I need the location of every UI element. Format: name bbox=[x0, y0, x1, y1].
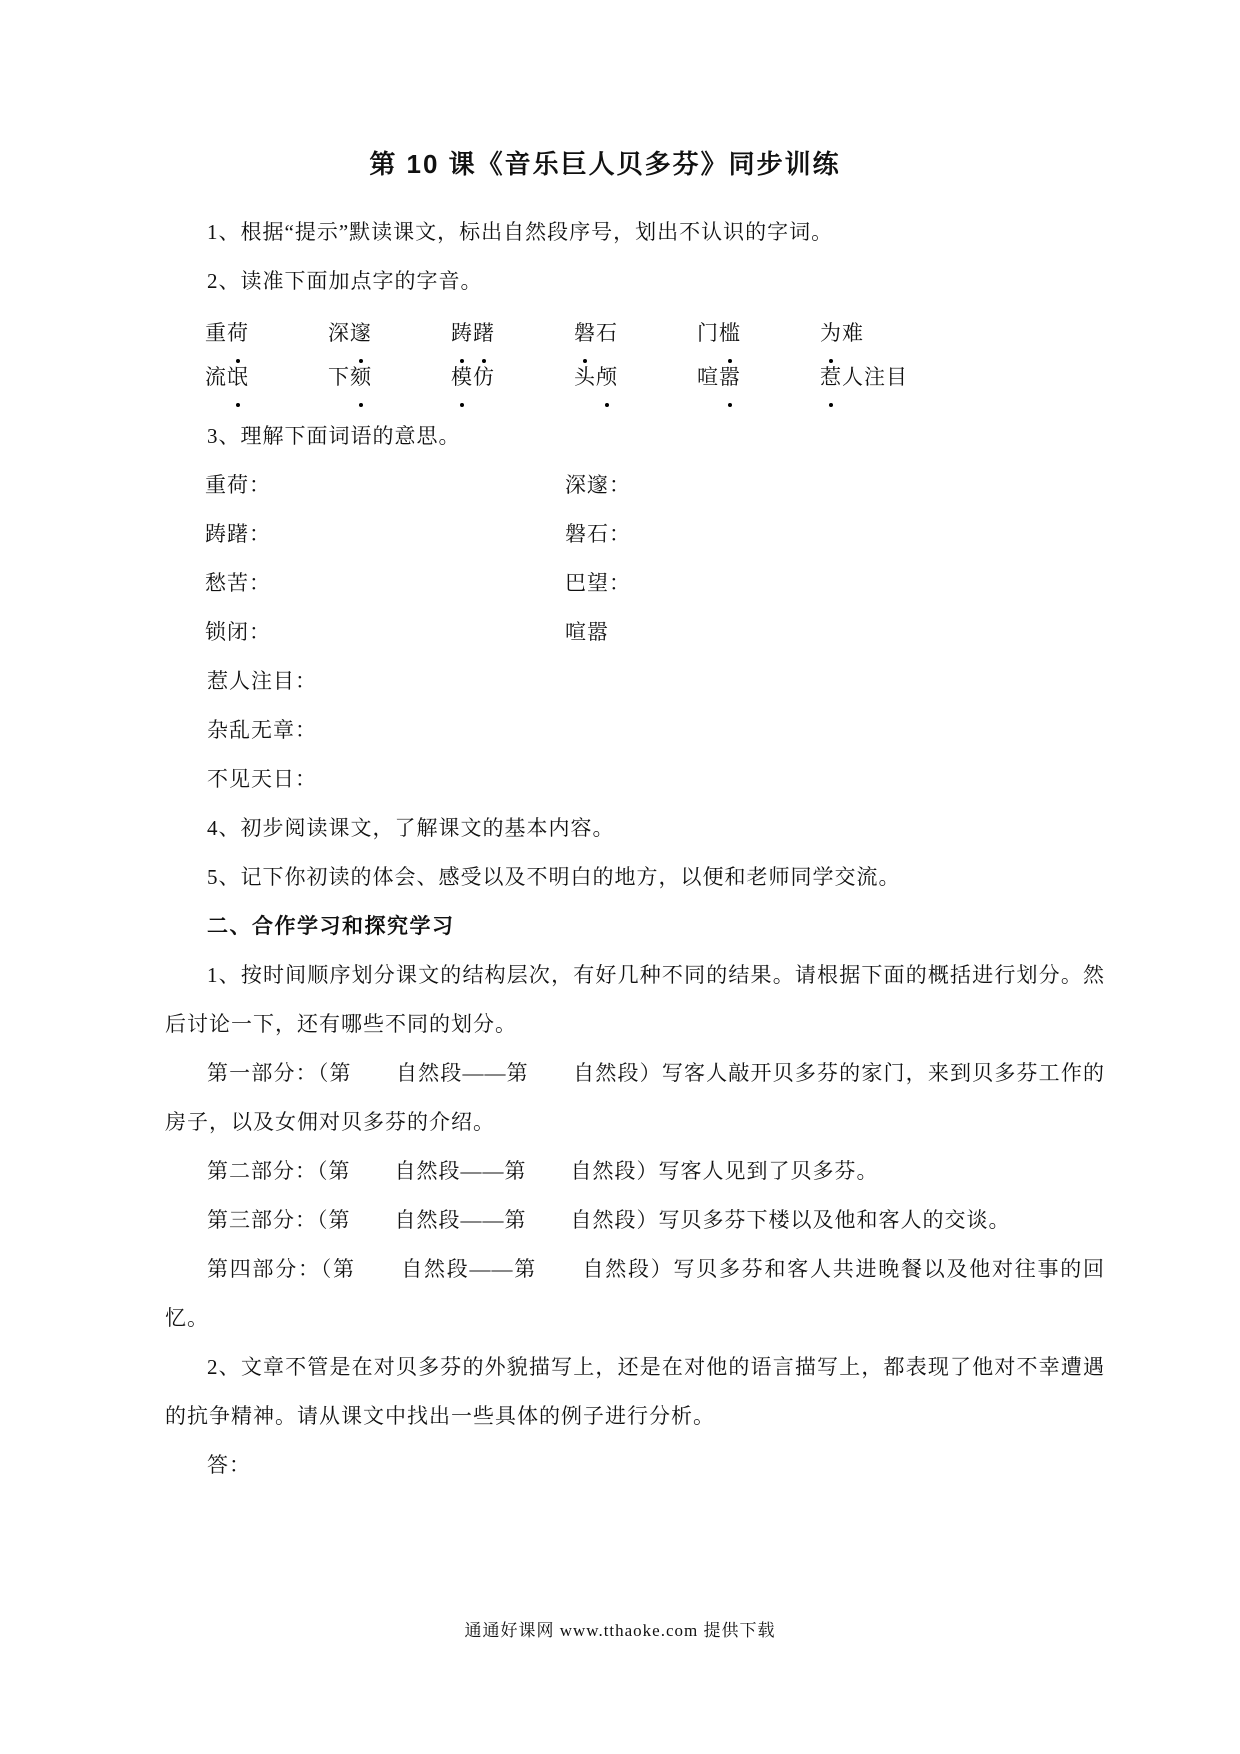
part-2: 第二部分：（第 自然段——第 自然段）写客人见到了贝多芬。 bbox=[207, 1159, 879, 1183]
instruction-2: 2、读准下面加点字的字音。 bbox=[207, 269, 483, 293]
vocab-char: 磐 bbox=[574, 311, 596, 355]
vocab-char: 深 bbox=[328, 321, 350, 345]
vocab-word bbox=[574, 355, 697, 399]
vocab-word bbox=[205, 355, 328, 399]
instruction-4: 4、初步阅读课文，了解课文的基本内容。 bbox=[207, 816, 615, 840]
vocab-char: 仿 bbox=[473, 365, 495, 389]
definition-term: 杂乱无章： bbox=[207, 718, 317, 742]
definition-term: 重荷： bbox=[205, 473, 271, 497]
vocab-char: 邃 bbox=[350, 311, 372, 355]
vocab-word bbox=[697, 355, 820, 399]
vocab-char: 下 bbox=[328, 365, 350, 389]
definition-term: 巴望： bbox=[565, 571, 631, 595]
definition-term: 锁闭： bbox=[205, 620, 271, 644]
definition-pairs bbox=[165, 461, 1105, 657]
definition-term: 深邃： bbox=[565, 473, 631, 497]
vocab-word bbox=[205, 311, 328, 355]
vocab-char: 颏 bbox=[350, 355, 372, 399]
task-1: 1、按时间顺序划分课文的结构层次，有好几种不同的结果。请根据下面的概括进行划分。然后讨论一下，还有哪些不同的划分。 bbox=[165, 963, 1105, 1036]
definition-term: 愁苦： bbox=[205, 571, 271, 595]
part-4: 第四部分：（第 自然段——第 自然段）写贝多芬和客人共进晚餐以及他对往事的回忆。 bbox=[165, 1257, 1105, 1330]
word-row bbox=[205, 311, 1105, 355]
page-footer: 通通好课网 www.tthaoke.com 提供下载 bbox=[464, 1621, 776, 1640]
vocab-char: 模 bbox=[451, 355, 473, 399]
definition-row bbox=[165, 461, 1105, 510]
vocab-word bbox=[451, 355, 574, 399]
vocab-char: 注 bbox=[864, 365, 886, 389]
vocab-char: 重 bbox=[205, 321, 227, 345]
vocab-char: 躇 bbox=[473, 311, 495, 355]
vocab-char: 头 bbox=[574, 365, 596, 389]
vocab-word bbox=[574, 311, 697, 355]
vocab-word bbox=[328, 311, 451, 355]
vocab-word bbox=[451, 311, 574, 355]
definition-term: 踌躇： bbox=[205, 522, 271, 546]
answer-label: 答： bbox=[207, 1453, 251, 1477]
vocab-char: 荷 bbox=[227, 311, 249, 355]
instruction-5: 5、记下你初读的体会、感受以及不明白的地方，以便和老师同学交流。 bbox=[207, 865, 901, 889]
vocab-word bbox=[820, 355, 908, 399]
definition-row bbox=[165, 608, 1105, 657]
section-heading: 二、合作学习和探究学习 bbox=[207, 915, 455, 938]
vocab-word bbox=[820, 311, 864, 355]
vocab-char: 人 bbox=[842, 365, 864, 389]
vocab-word bbox=[697, 311, 820, 355]
part-3: 第三部分：（第 自然段——第 自然段）写贝多芬下楼以及他和客人的交谈。 bbox=[207, 1208, 1011, 1232]
vocab-char: 门 bbox=[697, 321, 719, 345]
part-1: 第一部分：（第 自然段——第 自然段）写客人敲开贝多芬的家门，来到贝多芬工作的房子，以及女佣对贝多芬的介绍。 bbox=[165, 1061, 1105, 1134]
task-2: 2、文章不管是在对贝多芬的外貌描写上，还是在对他的语言描写上，都表现了他对不幸遭遇的抗争精神。请从课文中找出一些具体的例子进行分析。 bbox=[165, 1355, 1105, 1428]
instruction-3: 3、理解下面词语的意思。 bbox=[207, 424, 461, 448]
definition-term: 惹人注目： bbox=[207, 669, 317, 693]
vocab-char: 颅 bbox=[596, 355, 618, 399]
definition-term: 喧嚣 bbox=[565, 620, 609, 644]
vocab-char: 踌 bbox=[451, 311, 473, 355]
vocab-char: 石 bbox=[596, 321, 618, 345]
pinyin-word-list bbox=[165, 311, 1105, 399]
definition-term: 不见天日： bbox=[207, 767, 317, 791]
definition-row bbox=[165, 510, 1105, 559]
page-title: 第 10 课《音乐巨人贝多芬》同步训练 bbox=[369, 149, 841, 179]
definition-full-list bbox=[165, 657, 1105, 804]
vocab-char: 为 bbox=[820, 311, 842, 355]
vocab-char: 喧 bbox=[697, 365, 719, 389]
vocab-char: 氓 bbox=[227, 355, 249, 399]
definition-row bbox=[165, 559, 1105, 608]
vocab-char: 惹 bbox=[820, 355, 842, 399]
vocab-word bbox=[328, 355, 451, 399]
word-row bbox=[205, 355, 1105, 399]
vocab-char: 槛 bbox=[719, 311, 741, 355]
vocab-char: 难 bbox=[842, 321, 864, 345]
vocab-char: 流 bbox=[205, 365, 227, 389]
vocab-char: 嚣 bbox=[719, 355, 741, 399]
vocab-char: 目 bbox=[886, 365, 908, 389]
definition-term: 磐石： bbox=[565, 522, 631, 546]
instruction-1: 1、根据“提示”默读课文，标出自然段序号，划出不认识的字词。 bbox=[207, 220, 834, 244]
